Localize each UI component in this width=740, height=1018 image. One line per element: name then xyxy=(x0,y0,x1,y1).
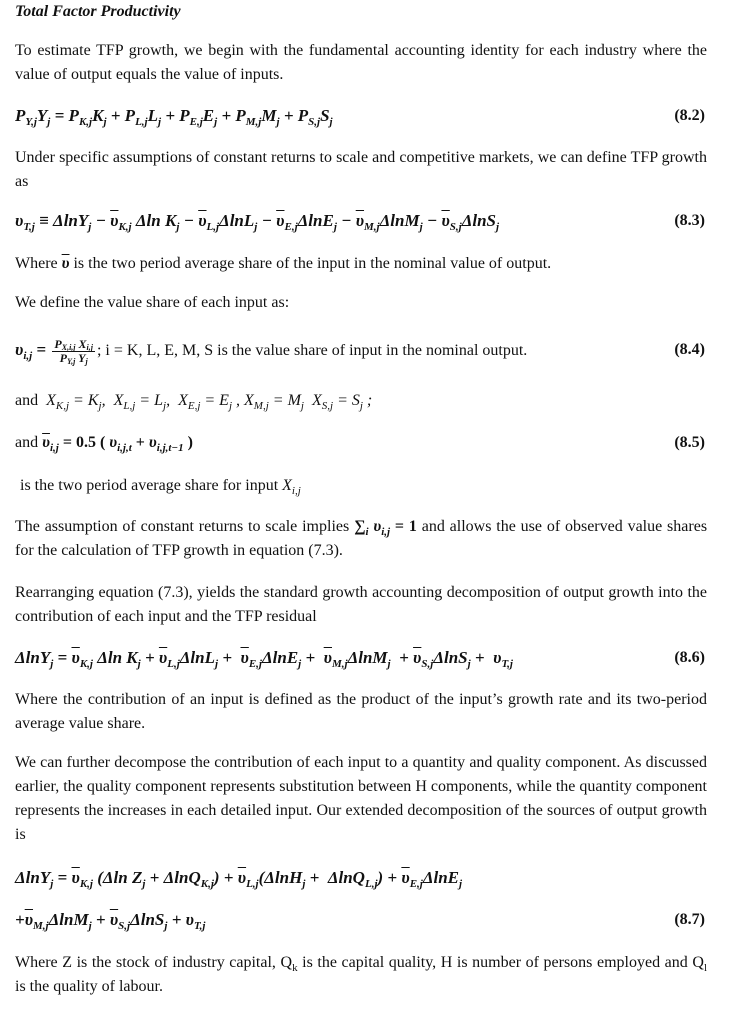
equation-8-3 xyxy=(15,206,705,236)
equation-8-5 xyxy=(15,428,705,458)
paragraph-assumptions: Under specific assumptions of constant returns to scale and competitive markets, we can define TFP growth as xyxy=(15,149,707,190)
paragraph-constant-returns: The assumption of constant returns to scale implies $\sum_i$ $\upsilon_{i,j} = 1$ and allows the use of observed value shares for the calculation of TFP growth in equation (7.3). xyxy=(15,518,708,559)
equation-8-6 xyxy=(15,643,705,673)
equation-number-8-4: (8.4) xyxy=(674,341,705,358)
equation-number-8-6: (8.6) xyxy=(674,649,705,666)
paragraph-rearranging: Rearranging equation (7.3), yields the standard growth accounting decomposition of output growth into the contribution of each input and the TFP residual xyxy=(15,584,707,625)
paragraph-define-share: We define the value share of each input as: xyxy=(15,294,290,311)
equation-8-7-formula-line1: $\Delta\ln Y_j = \overline{\upsilon}_{K,j}$ (Δln $Z_j + \Delta\ln Q_{K,j}) + \overline{\upsilon}_{L,j}(\Delta\ln H_j + \Delta\ln Q_{L,j}) + \overline{\upsilon}_{E,j}\Delta\ln E_j$ xyxy=(15,868,463,890)
equation-8-7-line2 xyxy=(15,905,705,935)
equation-8-6-formula: $\Delta\ln Y_j = \overline{\upsilon}_{K,j}$ Δln $K_j + \overline{\upsilon}_{L,j}\Delta\ln L_j + \overline{\upsilon}_{E,j}\Delta\ln E_j + \overline{\upsilon}_{M,j}\Delta\ln M_j + \overline{\upsilon}_{S,j}\Delta\ln S_j + \upsilon_{T,j}$ xyxy=(15,648,513,670)
equation-number-8-3: (8.3) xyxy=(674,212,705,229)
definitions-line: and $X_{K,j} = K_j$, $X_{L,j} = L_j$, $X_{E,j} = E_j$ , $X_{M,j} = M_j$ $X_{S,j} = S_j$ ; xyxy=(15,392,373,412)
equation-8-3-formula: $\upsilon_{T,j} \equiv \Delta\ln Y_j - \overline{\upsilon}_{K,j}$ Δln $K_j - \overline{\upsilon}_{L,j}\Delta\ln L_j - \overline{\upsilon}_{E,j}\Delta\ln E_j - \overline{\upsilon}_{M,j}\Delta\ln M_j - \overline{\upsilon}_{S,j}\Delta\ln S_j$ xyxy=(15,211,500,233)
section-heading: Total Factor Productivity xyxy=(15,3,181,20)
paragraph-contribution: Where the contribution of an input is defined as the product of the input’s growth rate and its two-period average value share. xyxy=(15,691,707,732)
equation-8-7-formula-line2: $+\overline{\upsilon}_{M,j}\Delta\ln M_j + \overline{\upsilon}_{S,j}\Delta\ln S_j + \upsilon_{T,j}$ xyxy=(15,910,206,932)
paragraph-where-z: Where Z is the stock of industry capital, $Q_k$ is the capital quality, H is number of persons employed and $Q_l$ is the quality of labour. xyxy=(15,954,707,995)
equation-8-4-formula: $\upsilon_{i,j}$ = $\frac{P_{X,i,j} X_{i,j}}{P_{Y,j} Y_j}$ ; i = K, L, E, M, S is the value share of input in the nominal output. xyxy=(15,336,528,366)
equation-8-5-formula: and $\overline{\upsilon}_{i,j} = 0.5$ ( $\upsilon_{i,j,t} + \upsilon_{i,j,t-1}$ ) xyxy=(15,434,193,454)
paragraph-average-share: is the two period average share for input $X_{i,j}$ xyxy=(20,477,301,497)
equation-number-8-5: (8.5) xyxy=(674,434,705,451)
paragraph-where-share: Where $\overline{\upsilon}$ is the two period average share of the input in the nominal value of output. xyxy=(15,255,552,272)
equation-number-8-7: (8.7) xyxy=(674,911,705,928)
paragraph-intro: To estimate TFP growth, we begin with the fundamental accounting identity for each industry where the value of output equals the value of inputs. xyxy=(15,42,707,83)
equation-8-4 xyxy=(15,335,705,369)
paragraph-decompose: We can further decompose the contribution of each input to a quantity and quality component. As discussed earlier, the quality component represents substitution between H components, while the quantity component represents the increases in each detailed input. Our extended decomposition of the sources of output growth is xyxy=(15,754,707,843)
equation-number-8-2: (8.2) xyxy=(674,107,705,124)
equation-8-7-line1 xyxy=(15,863,705,893)
equation-8-2-formula: $P_{Y,j}Y_j = P_{K,j}K_j + P_{L,j}L_j + P_{E,j}E_j + P_{M,j}M_j + P_{S,j}S_j$ xyxy=(15,106,333,128)
equation-8-2 xyxy=(15,101,705,131)
